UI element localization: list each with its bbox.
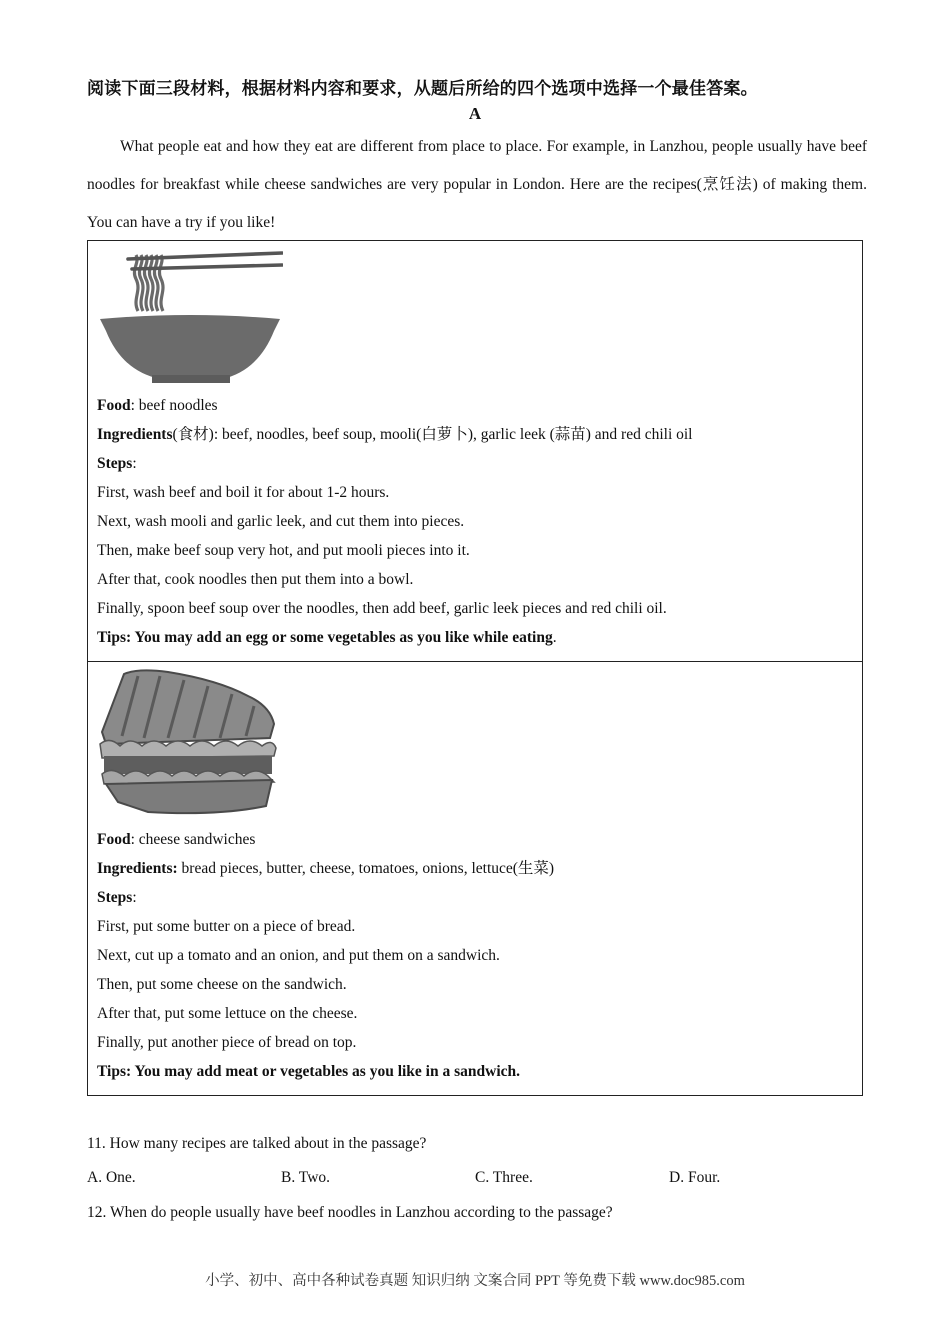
ingredients-line [97, 420, 857, 449]
tips-line [97, 1057, 857, 1086]
step-item: Then, make beef soup very hot, and put mooli pieces into it. [97, 542, 470, 559]
ingredients-label: Ingredients: [97, 860, 178, 877]
option-c[interactable]: C. Three. [475, 1169, 533, 1186]
option-d[interactable]: D. Four. [669, 1169, 721, 1186]
tips-text: Tips: You may add meat or vegetables as you like in a sandwich. [97, 1063, 521, 1080]
step-item: Next, cut up a tomato and an onion, and put them on a sandwich. [97, 947, 500, 964]
step-item: Then, put some cheese on the sandwich. [97, 976, 347, 993]
ingredients-value: (食材): beef, noodles, beef soup, mooli(白萝卜), garlic leek (蒜苗) and red chili oil [172, 426, 693, 443]
food-value: : beef noodles [130, 397, 218, 414]
steps-heading [97, 883, 857, 912]
page-footer: 小学、初中、高中各种试卷真题 知识归纳 文案合同 PPT 等免费下载 www.doc985.com [205, 1273, 745, 1289]
section-heading: A [468, 104, 482, 123]
food-line [97, 825, 857, 854]
intro-paragraph: What people eat and how they eat are different from place to place. For example, in Lanzhou, people usually have beef noodles for breakfast while cheese sandwiches are very popular in London. Here are the recipes(烹饪法) of making them. You can have a try if you like! [87, 138, 867, 231]
option-b[interactable]: B. Two. [281, 1169, 331, 1186]
food-line [97, 391, 857, 420]
recipe-cheese-sandwiches [88, 662, 862, 1096]
option-a[interactable]: A. One. [87, 1169, 136, 1186]
recipe-beef-noodles [88, 241, 862, 662]
step-item: After that, cook noodles then put them into a bowl. [97, 571, 414, 588]
step-item: First, wash beef and boil it for about 1-2 hours. [97, 484, 390, 501]
reading-instruction: 阅读下面三段材料，根据材料内容和要求，从题后所给的四个选项中选择一个最佳答案。 [87, 79, 758, 99]
sandwich-icon [98, 666, 278, 818]
recipe-table [87, 240, 863, 1096]
steps-label: Steps [97, 455, 133, 472]
ingredients-value: bread pieces, butter, cheese, tomatoes, onions, lettuce(生菜) [177, 860, 555, 877]
step-item: After that, put some lettuce on the cheese. [97, 1005, 358, 1022]
steps-colon: : [132, 889, 137, 906]
recipe-text [97, 391, 857, 652]
step-item: First, put some butter on a piece of bread. [97, 918, 356, 935]
step-item: Finally, put another piece of bread on top. [97, 1034, 357, 1051]
steps-label: Steps [97, 889, 133, 906]
food-label: Food [97, 831, 131, 848]
step-item: Next, wash mooli and garlic leek, and cut them into pieces. [97, 513, 465, 530]
question-11: 11. How many recipes are talked about in the passage? [87, 1135, 427, 1152]
tips-end: . [552, 629, 557, 646]
ingredients-label: Ingredients [97, 426, 173, 443]
ingredients-line [97, 854, 857, 883]
food-value: : cheese sandwiches [130, 831, 256, 848]
step-item: Finally, spoon beef soup over the noodles, then add beef, garlic leek pieces and red chili oil. [97, 600, 667, 617]
steps-colon: : [132, 455, 137, 472]
recipe-text [97, 825, 857, 1086]
question-12: 12. When do people usually have beef noodles in Lanzhou according to the passage? [87, 1204, 613, 1221]
tips-text: Tips: You may add an egg or some vegetables as you like while eating [97, 629, 553, 646]
food-label: Food [97, 397, 131, 414]
tips-line [97, 623, 857, 652]
steps-heading [97, 449, 857, 478]
noodle-bowl-icon [98, 249, 283, 384]
